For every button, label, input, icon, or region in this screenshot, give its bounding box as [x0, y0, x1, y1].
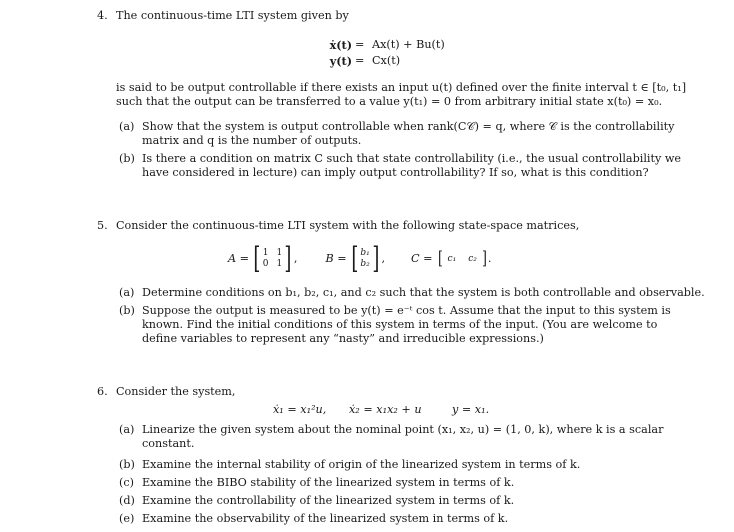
problem-4b-line-1: Is there a condition on matrix C such that state controllability (i.e., the usual controllability we — [142, 152, 682, 165]
eq-state-rhs: Ax(t) + Bu(t) — [372, 38, 445, 51]
problem-4-definition-line-2: such that the output can be transferred to a value y(t₁) = 0 from arbitrary initial state x(t₀) = x₀. — [116, 95, 663, 108]
matrix-a-entry: 1 — [262, 248, 269, 258]
problem-5a-label: (a) — [119, 286, 135, 299]
problem-4-intro: The continuous-time LTI system given by — [116, 9, 349, 22]
matrix-a-entry: 1 — [276, 248, 283, 258]
problem-6b-label: (b) — [119, 458, 135, 471]
problem-6c-line-1: Examine the BIBO stability of the linearized system in terms of k. — [142, 476, 515, 489]
problem-6-number: 6. — [97, 385, 108, 398]
separator: , — [381, 252, 386, 265]
problem-4a-line-2: matrix and q is the number of outputs. — [142, 134, 362, 147]
matrix-a-entry: 0 — [262, 259, 269, 269]
problem-5b-line-2: known. Find the initial conditions of this system in terms of the input. (You are welcome to — [142, 318, 658, 331]
eq-output-equals: = — [355, 54, 365, 67]
separator: , — [293, 252, 298, 265]
system-eq-2: ẋ₂ = x₁x₂ + u — [349, 403, 422, 416]
problem-6c-label: (c) — [119, 476, 134, 489]
problem-4-definition-line-1: is said to be output controllable if there exists an input u(t) defined over the finite interval t ∈ [t₀, t₁] — [116, 81, 687, 94]
problem-6a-label: (a) — [119, 423, 135, 436]
problem-6a-line-1: Linearize the given system about the nominal point (x₁, x₂, u) = (1, 0, k), where k is a scalar — [142, 423, 664, 436]
problem-5-number: 5. — [97, 219, 108, 232]
eq-output-lhs: y(t) — [329, 54, 352, 68]
problem-6e-line-1: Examine the observability of the linearized system in terms of k. — [142, 512, 509, 525]
matrix-b-label: B = — [325, 252, 347, 265]
problem-4b-label: (b) — [119, 152, 135, 165]
system-eq-1: ẋ₁ = x₁²u, — [273, 403, 327, 416]
matrix-a-label: A = — [228, 252, 250, 265]
matrix-b-entry: b₁ — [360, 248, 370, 258]
problem-6-intro: Consider the system, — [116, 385, 236, 398]
problem-6d-line-1: Examine the controllability of the linearized system in terms of k. — [142, 494, 515, 507]
problem-4a-line-1: Show that the system is output controllable when rank(C𝒞) = q, where 𝒞 is the controllability — [142, 120, 675, 133]
matrix-b-entry: b₂ — [360, 259, 370, 269]
problem-5b-line-1: Suppose the output is measured to be y(t) = e⁻ᵗ cos t. Assume that the input to this system is — [142, 304, 671, 317]
matrix-c: [ c₁ c₂ ] — [437, 248, 487, 269]
matrix-equations — [228, 242, 491, 276]
problem-6d-label: (d) — [119, 494, 135, 507]
problem-6e-label: (e) — [119, 512, 135, 525]
matrix-c-entry: c₁ — [447, 254, 457, 264]
matrix-c-label: C = — [411, 252, 433, 265]
separator: . — [487, 252, 492, 265]
eq-state-lhs: ẋ(t) — [329, 38, 352, 52]
problem-5a-line-1: Determine conditions on b₁, b₂, c₁, and c₂ such that the system is both controllable and observable. — [142, 286, 705, 299]
problem-6a-line-2: constant. — [142, 437, 195, 450]
problem-5b-line-3: define variables to represent any “nasty” and irreducible expressions.) — [142, 332, 544, 345]
matrix-a: [ 1 1 0 1 ] — [253, 241, 292, 276]
problem-4b-line-2: have considered in lecture) can imply output controllability? If so, what is this condition? — [142, 166, 649, 179]
eq-output-rhs: Cx(t) — [372, 54, 401, 67]
problem-4-number: 4. — [97, 9, 108, 22]
matrix-a-entry: 1 — [276, 259, 283, 269]
eq-state-equals: = — [355, 38, 365, 51]
problem-4a-label: (a) — [119, 120, 135, 133]
matrix-c-entry: c₂ — [468, 254, 477, 264]
problem-6b-line-1: Examine the internal stability of origin of the linearized system in terms of k. — [142, 458, 581, 471]
system-eq-3: y = x₁. — [452, 403, 490, 416]
problem-5-intro: Consider the continuous-time LTI system with the following state-space matrices, — [116, 219, 580, 232]
problem-5b-label: (b) — [119, 304, 135, 317]
matrix-b: [ b₁ b₂ ] — [350, 241, 380, 276]
